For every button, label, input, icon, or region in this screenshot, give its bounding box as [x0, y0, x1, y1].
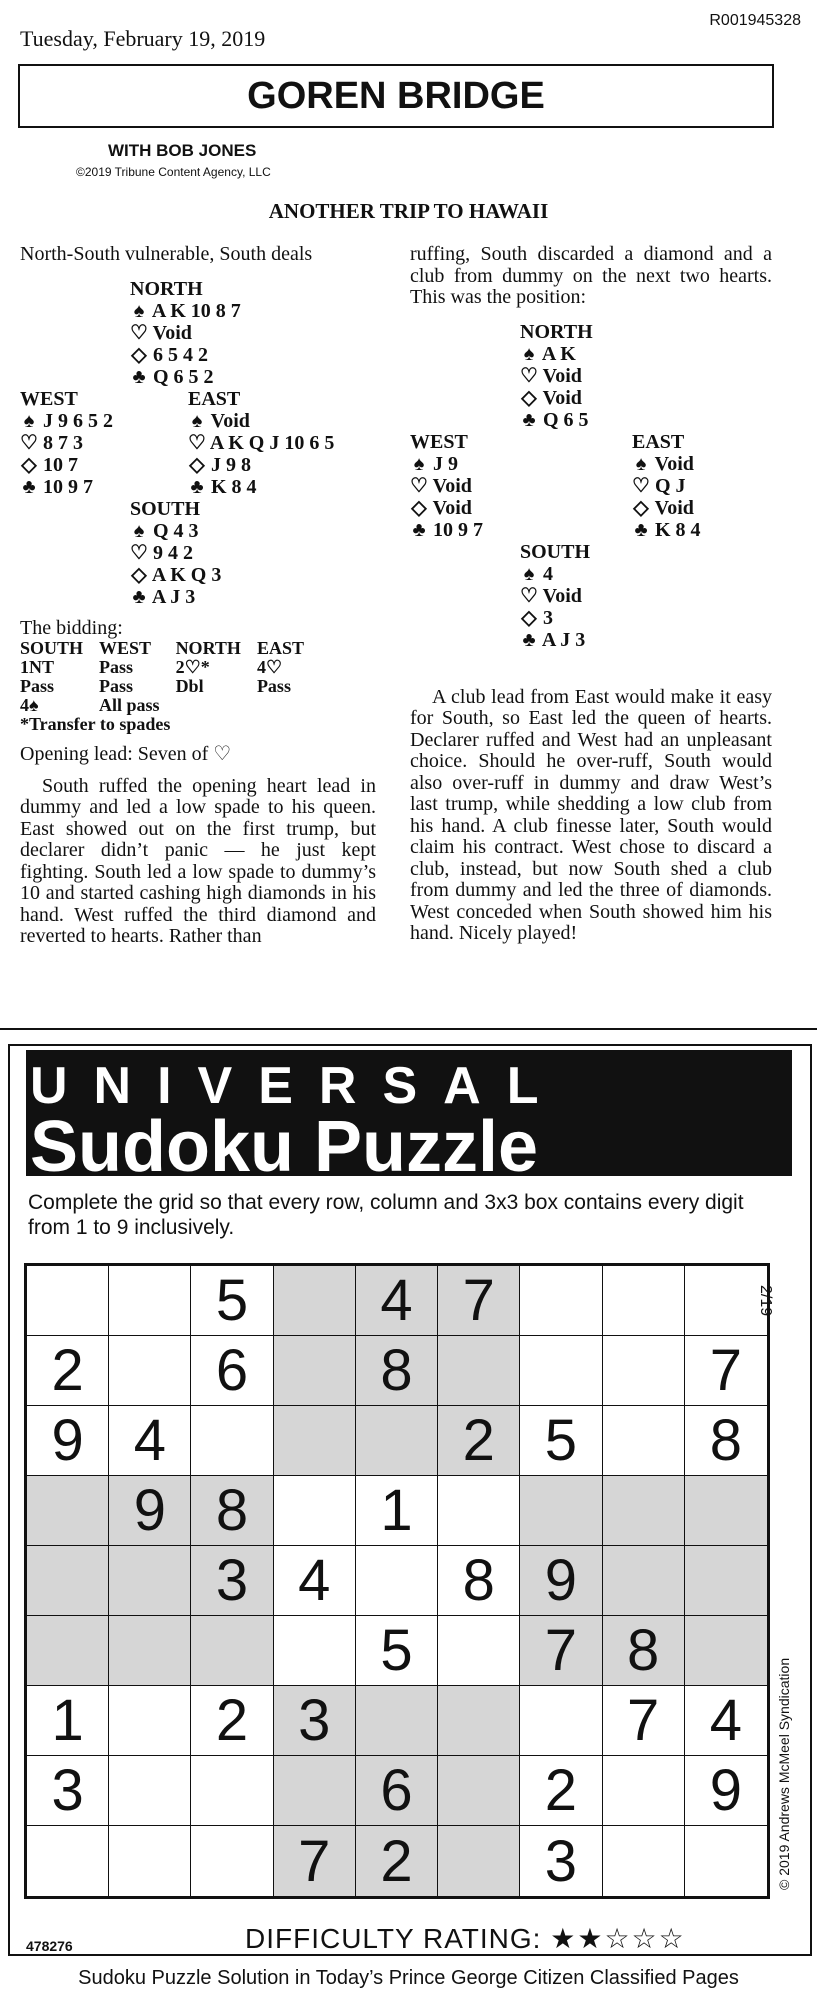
heart-icon: ♡ [20, 431, 38, 454]
spade-icon: ♠ [191, 409, 203, 432]
west-position: WEST ♠ J 9 ♡ Void ◇ Void ♣ 10 9 7 [410, 430, 483, 541]
bidding-row: 1NT Pass 2♡* 4♡ [20, 657, 283, 677]
sudoku-cell [356, 1406, 438, 1476]
south-position: SOUTH ♠ 4 ♡ Void ◇ 3 ♣ A J 3 [520, 540, 591, 651]
club-icon: ♣ [522, 628, 536, 651]
sudoku-cell [27, 1546, 109, 1616]
sudoku-cell: 2 [520, 1756, 602, 1826]
article-column-right [410, 244, 772, 945]
copyright-notice: ©2019 Tribune Content Agency, LLC [76, 165, 271, 179]
club-icon: ♣ [412, 518, 426, 541]
sudoku-cell: 5 [191, 1266, 273, 1336]
sudoku-cell: 3 [520, 1826, 602, 1896]
sudoku-cell [274, 1266, 356, 1336]
heart-icon: ♡ [410, 474, 428, 497]
sudoku-cell: 7 [520, 1616, 602, 1686]
heart-icon: ♡ [130, 541, 148, 564]
sudoku-copyright: © 2019 Andrews McMeel Syndication [776, 1657, 792, 1890]
club-icon: ♣ [132, 585, 146, 608]
sudoku-cell: 7 [274, 1826, 356, 1896]
heart-icon: ♡ [632, 474, 650, 497]
sudoku-cell [109, 1266, 191, 1336]
vulnerability-note: North-South vulnerable, South deals [20, 243, 313, 265]
sudoku-cell [274, 1476, 356, 1546]
opening-lead: Opening lead: Seven of ♡ [20, 743, 232, 765]
sudoku-cell [438, 1476, 520, 1546]
sudoku-cell [109, 1336, 191, 1406]
sudoku-cell: 9 [685, 1756, 767, 1826]
sudoku-cell: 8 [438, 1546, 520, 1616]
sudoku-cell: 2 [27, 1336, 109, 1406]
diamond-icon: ◇ [131, 343, 147, 366]
sudoku-cell [27, 1476, 109, 1546]
sudoku-cell: 3 [274, 1686, 356, 1756]
sudoku-cell: 1 [356, 1476, 438, 1546]
sudoku-cell [603, 1476, 685, 1546]
sudoku-cell [438, 1826, 520, 1896]
sudoku-cell: 9 [520, 1546, 602, 1616]
sudoku-date: 2/19 [757, 1285, 774, 1317]
diamond-icon: ◇ [521, 386, 537, 409]
sudoku-cell: 4 [109, 1406, 191, 1476]
club-icon: ♣ [522, 408, 536, 431]
puzzle-code: 478276 [26, 1938, 73, 1954]
sudoku-cell: 8 [356, 1336, 438, 1406]
sudoku-cell: 5 [356, 1616, 438, 1686]
sudoku-cell [438, 1686, 520, 1756]
east-hand: EAST ♠ Void ♡ A K Q J 10 6 5 ◇ J 9 8 ♣ K 8 4 [188, 387, 335, 498]
column-title: GOREN BRIDGE [18, 64, 774, 128]
sudoku-cell [109, 1546, 191, 1616]
section-divider [0, 1028, 817, 1030]
article-paragraph: ruffing, South discarded a diamond and a club from dummy on the next two hearts. This was the position: [410, 243, 772, 308]
sudoku-cell [603, 1336, 685, 1406]
sudoku-cell [520, 1336, 602, 1406]
sudoku-cell [356, 1546, 438, 1616]
east-position: EAST ♠ Void ♡ Q J ◇ Void ♣ K 8 4 [632, 430, 701, 541]
sudoku-cell [603, 1756, 685, 1826]
sudoku-cell: 5 [520, 1406, 602, 1476]
sudoku-cell: 4 [356, 1266, 438, 1336]
sudoku-title: Sudoku Puzzle [30, 1107, 539, 1187]
diamond-icon: ◇ [411, 496, 427, 519]
diamond-icon: ◇ [131, 563, 147, 586]
article-paragraph: South ruffed the opening heart lead in dummy and led a low spade to his queen. East showed out on the first trump, but declarer didn’t panic — he just kept fighting. South led a low spade to dummy’s 10 and started cashing high diamonds in his hand. West ruffed the third diamond and reverted to hearts. Rather than [20, 774, 376, 947]
heart-icon: ♡ [520, 584, 538, 607]
solution-note: Sudoku Puzzle Solution in Today’s Prince George Citizen Classified Pages [78, 1967, 739, 1989]
sudoku-cell [438, 1336, 520, 1406]
article-column-left [20, 244, 376, 948]
difficulty-rating [245, 1922, 686, 1955]
sudoku-cell: 8 [191, 1476, 273, 1546]
sudoku-cell: 6 [191, 1336, 273, 1406]
sudoku-cell: 8 [603, 1616, 685, 1686]
diamond-icon: ◇ [189, 453, 205, 476]
club-icon: ♣ [132, 365, 146, 388]
sudoku-cell: 3 [191, 1546, 273, 1616]
sudoku-cell [27, 1826, 109, 1896]
sudoku-cell [274, 1406, 356, 1476]
sudoku-cell: 2 [191, 1686, 273, 1756]
sudoku-cell: 7 [685, 1336, 767, 1406]
difficulty-stars-icon: ★★☆☆☆ [550, 1923, 686, 1954]
sudoku-cell [109, 1616, 191, 1686]
bidding-row: 4♠ All pass [20, 695, 160, 715]
sudoku-cell [356, 1686, 438, 1756]
sudoku-banner [26, 1050, 792, 1187]
sudoku-cell [603, 1546, 685, 1616]
spade-icon: ♠ [23, 409, 35, 432]
north-position: NORTH ♠ A K ♡ Void ◇ Void ♣ Q 6 5 [520, 320, 593, 431]
spade-icon: ♠ [413, 452, 425, 475]
diamond-icon: ◇ [21, 453, 37, 476]
spade-icon: ♠ [523, 342, 535, 365]
sudoku-cell: 3 [27, 1756, 109, 1826]
sudoku-cell [109, 1826, 191, 1896]
bidding-row: Pass Pass Dbl Pass [20, 676, 291, 696]
sudoku-cell [27, 1616, 109, 1686]
sudoku-cell [685, 1546, 767, 1616]
sudoku-cell [274, 1336, 356, 1406]
sudoku-cell: 6 [356, 1756, 438, 1826]
sudoku-cell [191, 1826, 273, 1896]
sudoku-cell [438, 1756, 520, 1826]
sudoku-cell [191, 1406, 273, 1476]
club-icon: ♣ [22, 475, 36, 498]
bidding-label: The bidding: [20, 616, 123, 639]
sudoku-cell [109, 1686, 191, 1756]
heart-icon: ♡ [188, 431, 206, 454]
spade-icon: ♠ [133, 299, 145, 322]
sudoku-cell [685, 1826, 767, 1896]
reference-code: R001945328 [709, 12, 801, 29]
sudoku-cell: 2 [356, 1826, 438, 1896]
sudoku-cell [27, 1266, 109, 1336]
sudoku-cell [191, 1616, 273, 1686]
sudoku-grid [24, 1263, 770, 1899]
sudoku-cell [603, 1406, 685, 1476]
sudoku-cell: 2 [438, 1406, 520, 1476]
sudoku-cell: 8 [685, 1406, 767, 1476]
publication-date: Tuesday, February 19, 2019 [20, 26, 266, 51]
deal-diagram [20, 278, 376, 628]
sudoku-cell [109, 1756, 191, 1826]
difficulty-label: DIFFICULTY RATING: [245, 1923, 542, 1954]
sudoku-cell: 9 [27, 1406, 109, 1476]
club-icon: ♣ [634, 518, 648, 541]
sudoku-cell [685, 1616, 767, 1686]
spade-icon: ♠ [635, 452, 647, 475]
sudoku-cell [520, 1686, 602, 1756]
position-diagram [410, 321, 772, 671]
north-hand: NORTH ♠ A K 10 8 7 ♡ Void ◇ 6 5 4 2 ♣ Q 6 5 2 [130, 277, 241, 388]
spade-icon: ♠ [133, 519, 145, 542]
brand-name: UNIVERSAL [30, 1057, 565, 1115]
article-headline: ANOTHER TRIP TO HAWAII [268, 199, 549, 223]
sudoku-cell [520, 1266, 602, 1336]
sudoku-cell [520, 1476, 602, 1546]
spade-icon: ♠ [523, 562, 535, 585]
sudoku-instructions: Complete the grid so that every row, column and 3x3 box contains every digit from 1 to 9 inclusively. [28, 1191, 744, 1239]
sudoku-cell: 7 [603, 1686, 685, 1756]
sudoku-cell [191, 1756, 273, 1826]
south-hand: SOUTH ♠ Q 4 3 ♡ 9 4 2 ◇ A K Q 3 ♣ A J 3 [130, 497, 222, 608]
heart-icon: ♡ [520, 364, 538, 387]
sudoku-cell: 4 [685, 1686, 767, 1756]
sudoku-cell [685, 1266, 767, 1336]
sudoku-cell: 7 [438, 1266, 520, 1336]
west-hand: WEST ♠ J 9 6 5 2 ♡ 8 7 3 ◇ 10 7 ♣ 10 9 7 [20, 387, 113, 498]
bidding-note: *Transfer to spades [20, 714, 171, 734]
sudoku-cell [274, 1616, 356, 1686]
heart-icon: ♡ [130, 321, 148, 344]
sudoku-cell [685, 1476, 767, 1546]
diamond-icon: ◇ [521, 606, 537, 629]
sudoku-cell [603, 1266, 685, 1336]
club-icon: ♣ [190, 475, 204, 498]
diamond-icon: ◇ [633, 496, 649, 519]
sudoku-cell: 9 [109, 1476, 191, 1546]
byline: WITH BOB JONES [108, 141, 257, 160]
bidding-header-row: SOUTH WEST NORTH EAST [20, 638, 304, 658]
sudoku-cell [603, 1826, 685, 1896]
sudoku-cell: 4 [274, 1546, 356, 1616]
sudoku-cell [274, 1756, 356, 1826]
bidding-table [20, 639, 320, 715]
sudoku-cell: 1 [27, 1686, 109, 1756]
article-paragraph: A club lead from East would make it easy for South, so East led the queen of hearts. Declarer ruffed and West had an unpleasant choice. Should he over-ruff, South would also over-ruff in dummy and draw West’s last trump, while shedding a low club from his hand. A club finesse later, South would claim his contract. West chose to discard a club, instead, but now South shed a club from dummy and led the three of diamonds. West conceded when South showed him his hand. Nicely played! [410, 685, 772, 944]
sudoku-cell [438, 1616, 520, 1686]
